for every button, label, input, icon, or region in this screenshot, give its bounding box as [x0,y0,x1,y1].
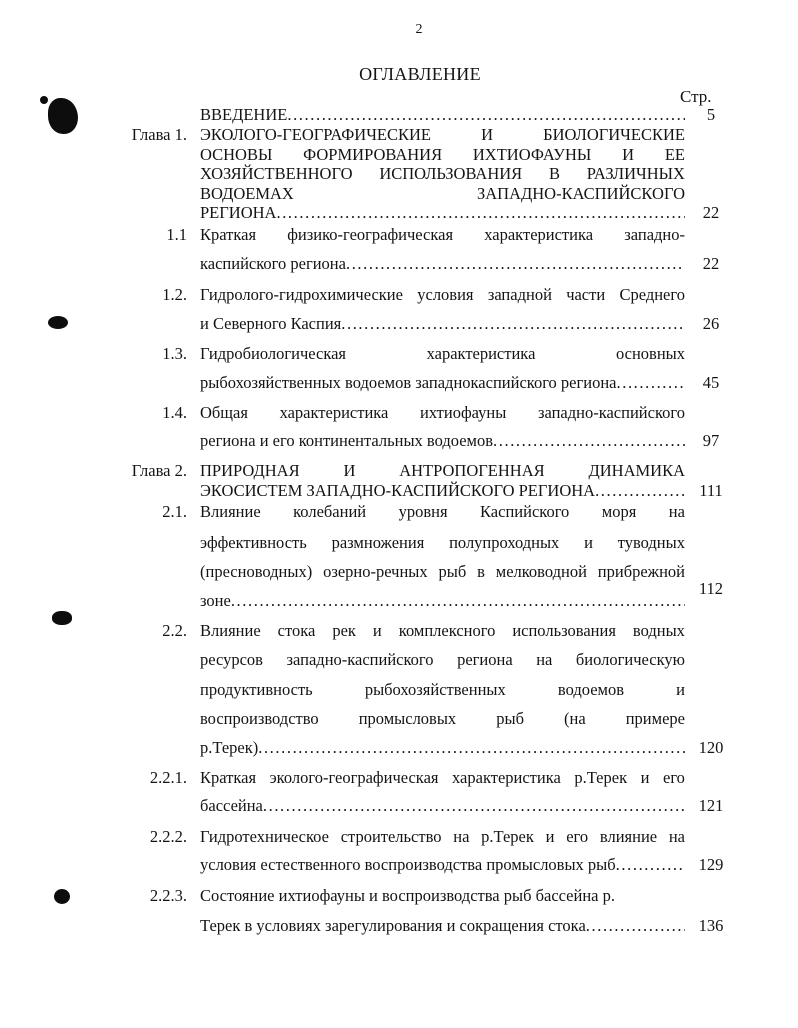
toc-line [200,591,685,611]
word: Влияние [200,502,261,521]
word: западной [487,285,552,304]
toc-line-text: региона и его континентальных водоемов [200,431,494,450]
word: комплексного [398,621,496,640]
word: западно-каспийского [286,650,434,669]
toc-label: 2.2.2. [149,827,187,846]
toc-line [200,650,685,670]
word: Общая [200,403,248,422]
word: эколого-географическая [269,768,439,787]
word: в [477,562,485,581]
word: (на [564,709,586,728]
word: Гидротехническое [200,827,329,846]
word: на [536,650,553,669]
word: Среднего [619,285,685,304]
dot-leader [595,481,685,501]
word: примере [625,709,685,728]
word: водоемов [557,680,625,699]
word: рыбохозяйственных [364,680,506,699]
word: условия [417,285,474,304]
toc-line-text: РЕГИОНА [200,203,277,222]
dot-leader [346,254,685,274]
word: ИСПОЛЬЗОВАНИЯ [379,164,523,183]
toc-page-number: 121 [698,796,724,815]
toc-line [200,855,685,875]
word: характеристика [279,403,389,422]
toc-page-number: 136 [698,916,724,935]
toc-label: Глава 1. [131,125,187,144]
toc-line-text: ЭКОСИСТЕМ ЗАПАДНО-КАСПИЙСКОГО РЕГИОНА [200,481,596,500]
ink-blot [48,316,68,329]
toc-page-number: 120 [698,738,724,757]
toc-line [200,562,685,582]
word: характеристика [484,225,594,244]
toc-page-number: 5 [706,105,716,124]
page-column-label: Стр. [680,87,712,106]
word: В [548,164,560,183]
toc-label: 1.2. [162,285,187,304]
toc-line-text: условия естественного воспроизводства промысловых рыб [200,855,616,874]
toc-line [200,344,685,364]
toc-line [200,431,685,451]
toc-line [200,403,685,423]
toc-label: 2.2.3. [149,886,187,905]
toc-line [200,738,685,758]
dot-leader [276,203,685,223]
word: р.Терек [481,827,534,846]
toc-line [200,105,685,125]
toc-line [200,461,685,481]
word: влияние [599,827,658,846]
toc-label: 1.4. [162,403,187,422]
word: строительство [340,827,442,846]
toc-line [200,680,685,700]
ink-blot [40,96,48,104]
word: на [453,827,470,846]
word: ПРИРОДНАЯ [200,461,300,480]
word: моря [601,502,637,521]
word: Гидролого-гидрохимические [200,285,403,304]
word: и [372,621,382,640]
dot-leader [263,796,685,816]
toc-line-text: бассейна [200,796,263,815]
dot-leader [341,314,685,334]
word: и [676,680,685,699]
dot-leader [493,431,685,451]
word: воспроизводство [200,709,319,728]
word: западно-каспийского [537,403,685,422]
word: И [481,125,494,144]
word: АНТРОПОГЕННАЯ [399,461,545,480]
word: размножения [331,533,425,552]
word: ихтиофауны [420,403,507,422]
toc-line: Состояние ихтиофауны и воспроизводства рыб бассейна р. [200,886,615,905]
dot-leader [617,373,686,393]
toc-page-number: 22 [702,254,720,273]
word: характеристика [452,768,561,787]
word: физико-географическая [287,225,454,244]
word: его [566,827,589,846]
word: И [622,145,635,164]
word: ЭКОЛОГО-ГЕОГРАФИЧЕСКИЕ [200,125,431,144]
word: (пресноводных) [200,562,313,581]
toc-line [200,916,685,936]
word: ВОДОЕМАХ [200,184,294,203]
toc-line [200,796,685,816]
toc-line [200,285,685,305]
word: И [343,461,356,480]
word: уровня [398,502,448,521]
word: западно- [624,225,685,244]
toc-line [200,203,685,223]
ink-blot [54,889,70,904]
toc-label: 1.3. [162,344,187,363]
word: Влияние [200,621,261,640]
word: туводных [617,533,685,552]
word: р.Терек [574,768,628,787]
word: рыб [496,709,524,728]
toc-line [200,621,685,641]
page-title: ОГЛАВЛЕНИЕ [359,64,481,84]
ink-blot [52,611,72,625]
word: и [545,827,555,846]
toc-line [200,145,685,165]
toc-page-number: 129 [698,855,724,874]
word: продуктивность [200,680,313,699]
word: озерно-речных [323,562,428,581]
dot-leader [616,855,685,875]
word: ЗАПАДНО-КАСПИЙСКОГО [476,184,685,203]
toc-line-text: зоне [200,591,231,610]
toc-page-number: 22 [702,203,720,222]
word: основных [615,344,685,363]
toc-line [200,125,685,145]
toc-label: 2.2.1. [149,768,187,787]
toc-line [200,254,685,274]
toc-line-text: каспийского региона [200,254,346,273]
dot-leader [231,591,685,611]
toc-line-text: рыбохозяйственных водоемов западнокаспийского региона [200,373,617,392]
word: ИХТИОФАУНЫ [472,145,592,164]
toc-line-text: ВВЕДЕНИЕ [200,105,288,124]
toc-line [200,768,685,788]
toc-line-text: Терек в условиях зарегулирования и сокращения стока [200,916,586,935]
word: БИОЛОГИЧЕСКИЕ [543,125,685,144]
word: прибрежной [597,562,685,581]
word: рыб [438,562,467,581]
toc-line [200,314,685,334]
word: и [584,533,593,552]
toc-line [200,709,685,729]
toc-label: 2.1. [162,502,187,521]
word: Краткая [200,768,257,787]
word: Каспийского [480,502,570,521]
word: РАЗЛИЧНЫХ [586,164,685,183]
dot-leader [586,916,685,936]
toc-line [200,533,685,553]
toc-page-number: 112 [698,579,724,598]
toc-page-number: 26 [702,314,720,333]
word: части [566,285,606,304]
word: характеристика [426,344,536,363]
toc-line [200,225,685,245]
word: колебаний [293,502,367,521]
word: использования [512,621,616,640]
dot-leader [287,105,685,125]
toc-label: 2.2. [162,621,187,640]
ink-blot [48,98,78,134]
toc-line [200,164,685,184]
word: на [668,502,685,521]
word: ФОРМИРОВАНИЯ [303,145,443,164]
toc-page-number: 97 [702,431,720,450]
toc-line [200,481,685,501]
word: ресурсов [200,650,263,669]
toc-line [200,827,685,847]
toc-line [200,373,685,393]
word: промысловых [358,709,457,728]
word: региона [457,650,513,669]
word: ЕЕ [664,145,685,164]
word: ХОЗЯЙСТВЕННОГО [200,164,353,183]
word: Краткая [200,225,257,244]
toc-page-number: 45 [702,373,720,392]
word: полупроходных [449,533,560,552]
word: мелководной [495,562,587,581]
dot-leader [258,738,685,758]
toc-line [200,502,685,522]
word: эффективность [200,533,307,552]
word: ОСНОВЫ [200,145,273,164]
toc-line-text: и Северного Каспия [200,314,342,333]
word: стока [277,621,316,640]
word: рек [332,621,356,640]
toc-label: 1.1 [166,225,187,244]
toc-page-number: 111 [699,481,723,500]
word: Гидробиологическая [200,344,347,363]
toc-line-text: р.Терек) [200,738,259,757]
word: водных [632,621,685,640]
word: ДИНАМИКА [588,461,685,480]
toc-label: Глава 2. [131,461,187,480]
word: биологическую [575,650,685,669]
word: его [663,768,685,787]
toc-line [200,184,685,204]
page-number: 2 [415,22,423,37]
word: на [668,827,685,846]
word: и [640,768,650,787]
